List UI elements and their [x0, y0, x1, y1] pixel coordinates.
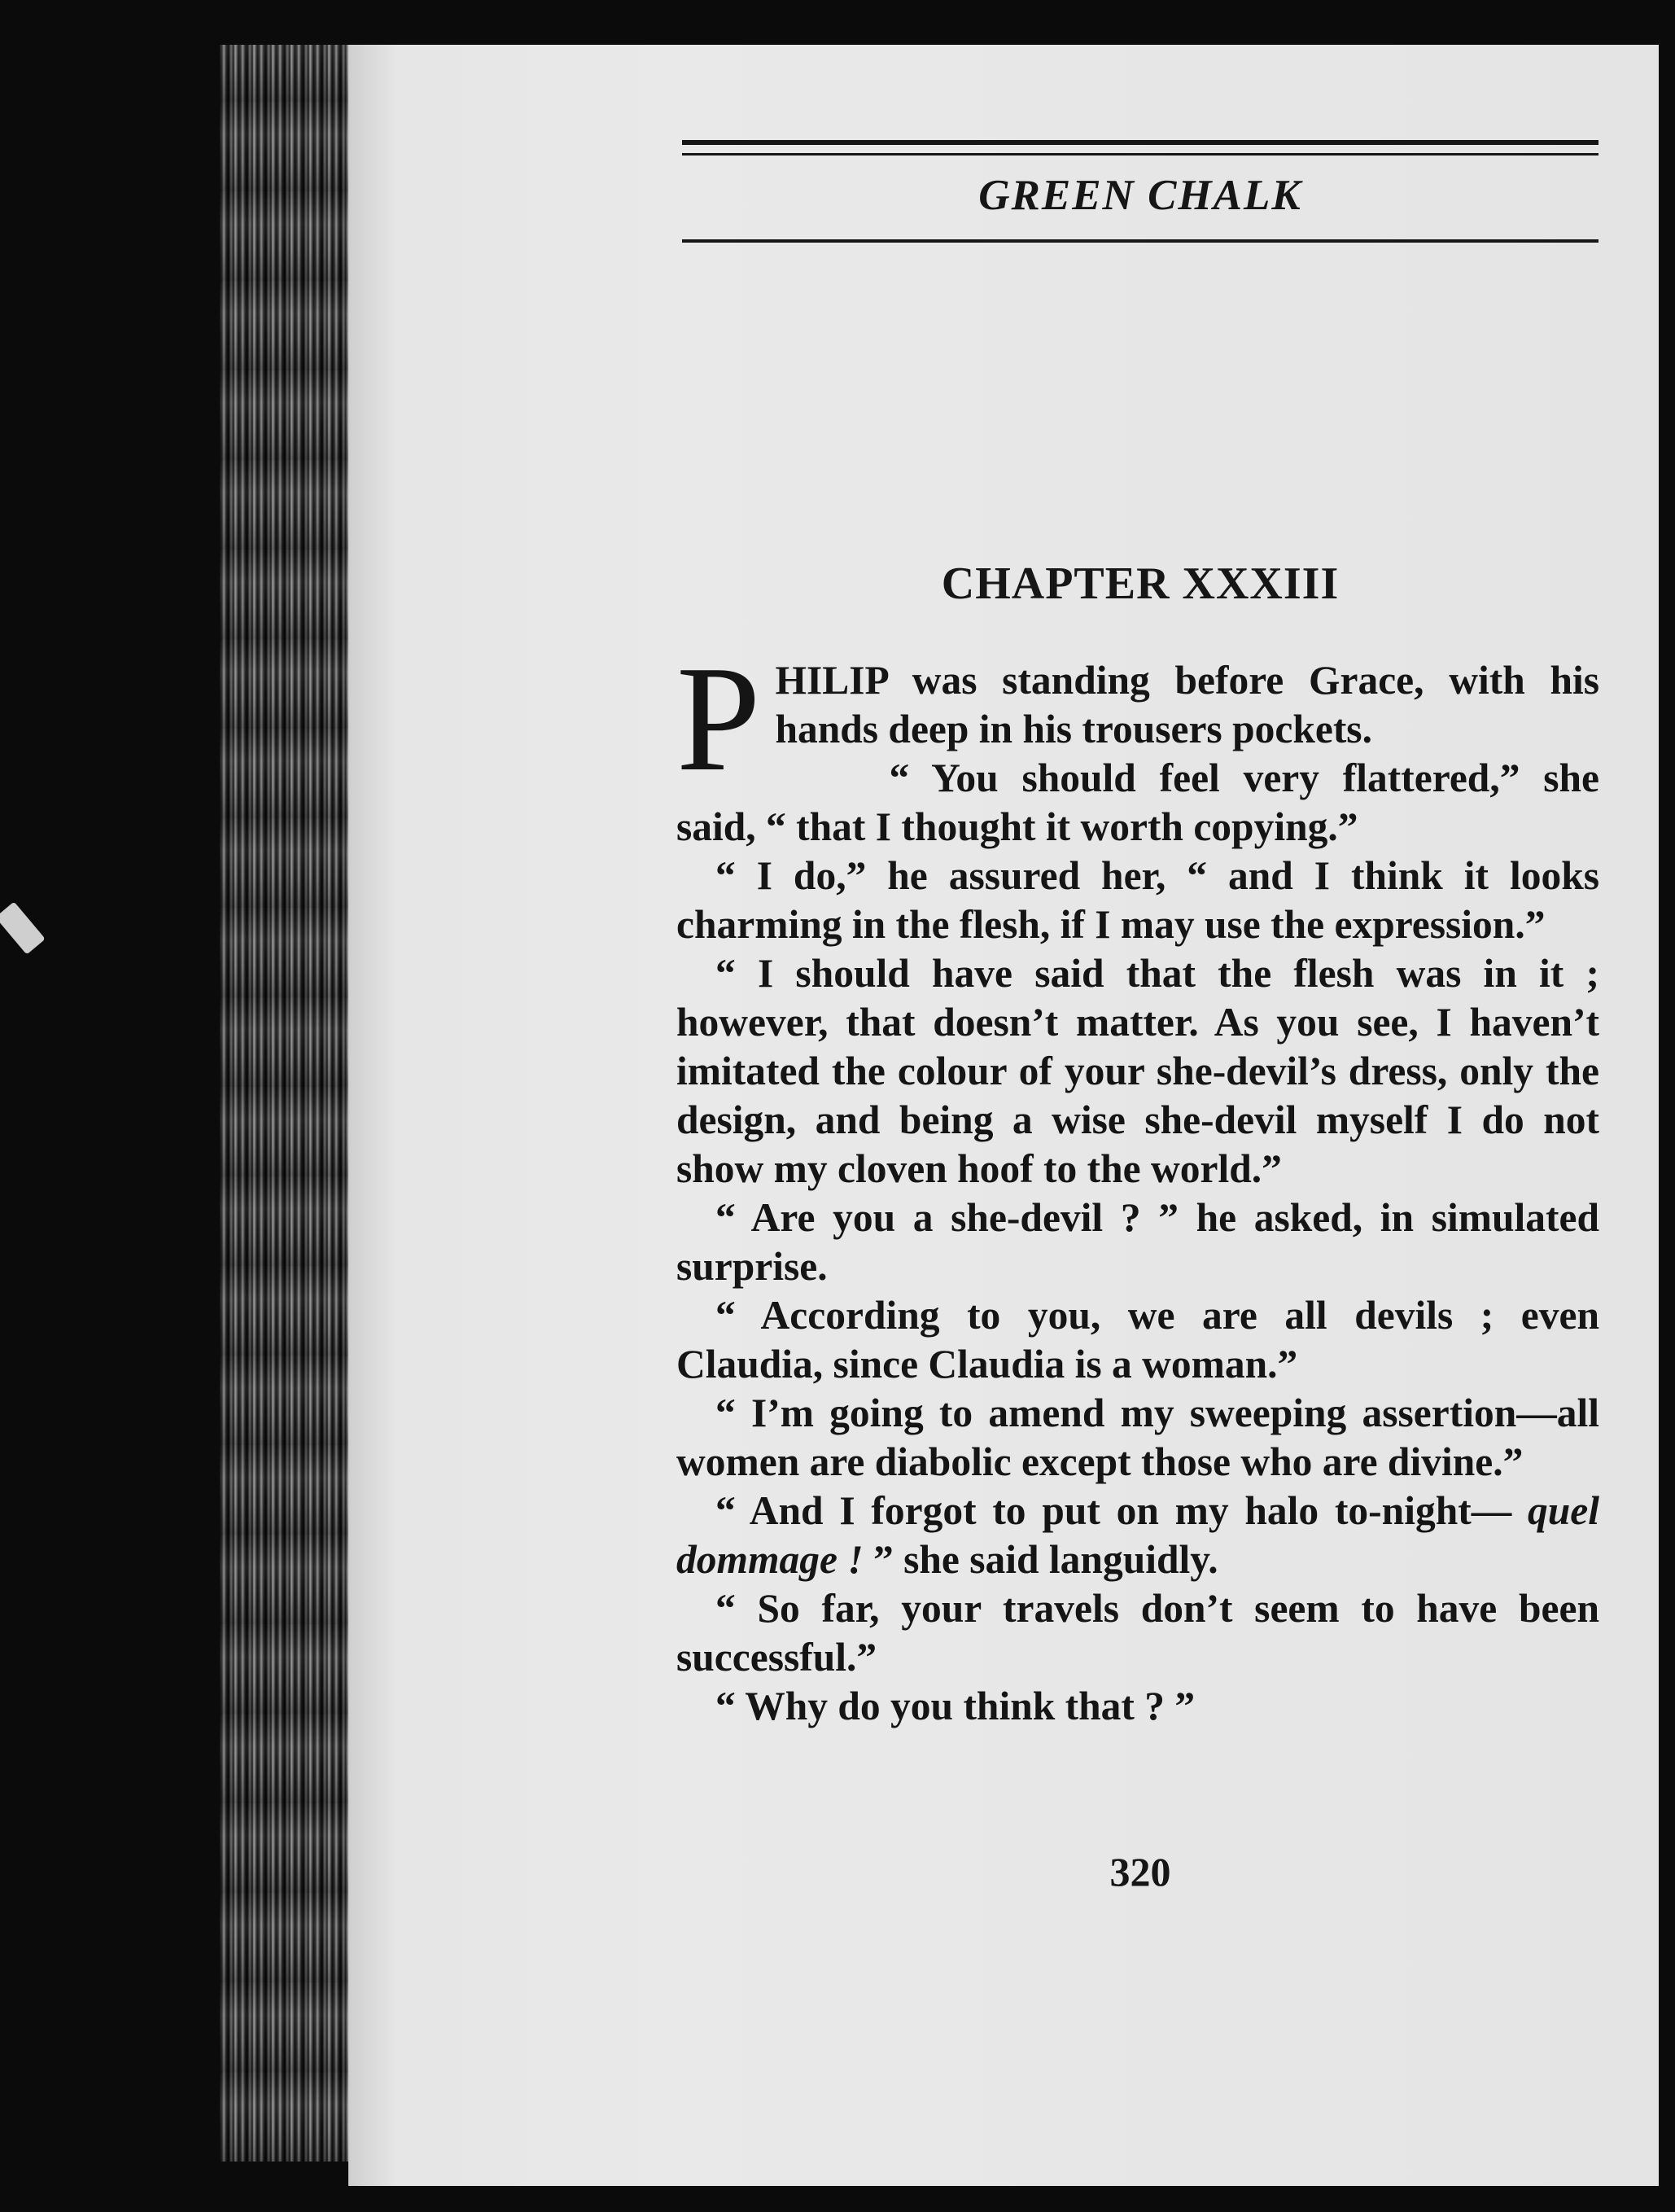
- paragraph-text: ” she said languidly.: [863, 1537, 1218, 1582]
- chapter-title: CHAPTER XXXIII: [941, 558, 1340, 609]
- drop-cap: P: [676, 635, 761, 803]
- header-rule-bottom: [682, 239, 1598, 243]
- paragraph: “ I do,” he assured her, “ and I think it looks charming in the flesh, if I may use the expression.”: [676, 853, 1599, 947]
- paragraph-1: [676, 635, 1599, 852]
- paragraph: “ Why do you think that ? ”: [715, 1684, 1196, 1728]
- paragraph-text: “ And I forgot to put on my halo to-night—: [715, 1488, 1512, 1533]
- italic-phrase: quel dommage !: [676, 1488, 1599, 1582]
- paragraph: “ I’m going to amend my sweeping assertion—all women are diabolic except those who are divine.”: [676, 1391, 1599, 1484]
- paragraph: “ Are you a she-devil ? ” he asked, in simulated surprise.: [676, 1195, 1599, 1289]
- header-rule-top: [682, 140, 1598, 145]
- book-page-edges: [220, 45, 350, 2162]
- paragraph: “ According to you, we are all devils ; even Claudia, since Claudia is a woman.”: [676, 1293, 1599, 1386]
- header-rule-top-thin: [682, 153, 1598, 155]
- page-number: 320: [1109, 1849, 1171, 1894]
- paragraph-text: HILIP was standing before Grace, with his hands deep in his trousers pockets.: [775, 658, 1599, 751]
- paragraph-text: “ You should feel very flattered,” she said, “ that I thought it worth copying.”: [676, 756, 1599, 849]
- body-text: [676, 635, 1599, 1731]
- paragraph: “ I should have said that the flesh was in it ; however, that doesn’t matter. As you see, I haven’t imitated the colour of your she-devil’s dress, only the design, and being a wise she-devil myself I do not show my cloven hoof to the world.”: [676, 951, 1599, 1191]
- paragraph: [676, 1487, 1599, 1584]
- running-head: GREEN CHALK: [978, 172, 1302, 219]
- paragraph: “ So far, your travels don’t seem to have been successful.”: [676, 1586, 1599, 1680]
